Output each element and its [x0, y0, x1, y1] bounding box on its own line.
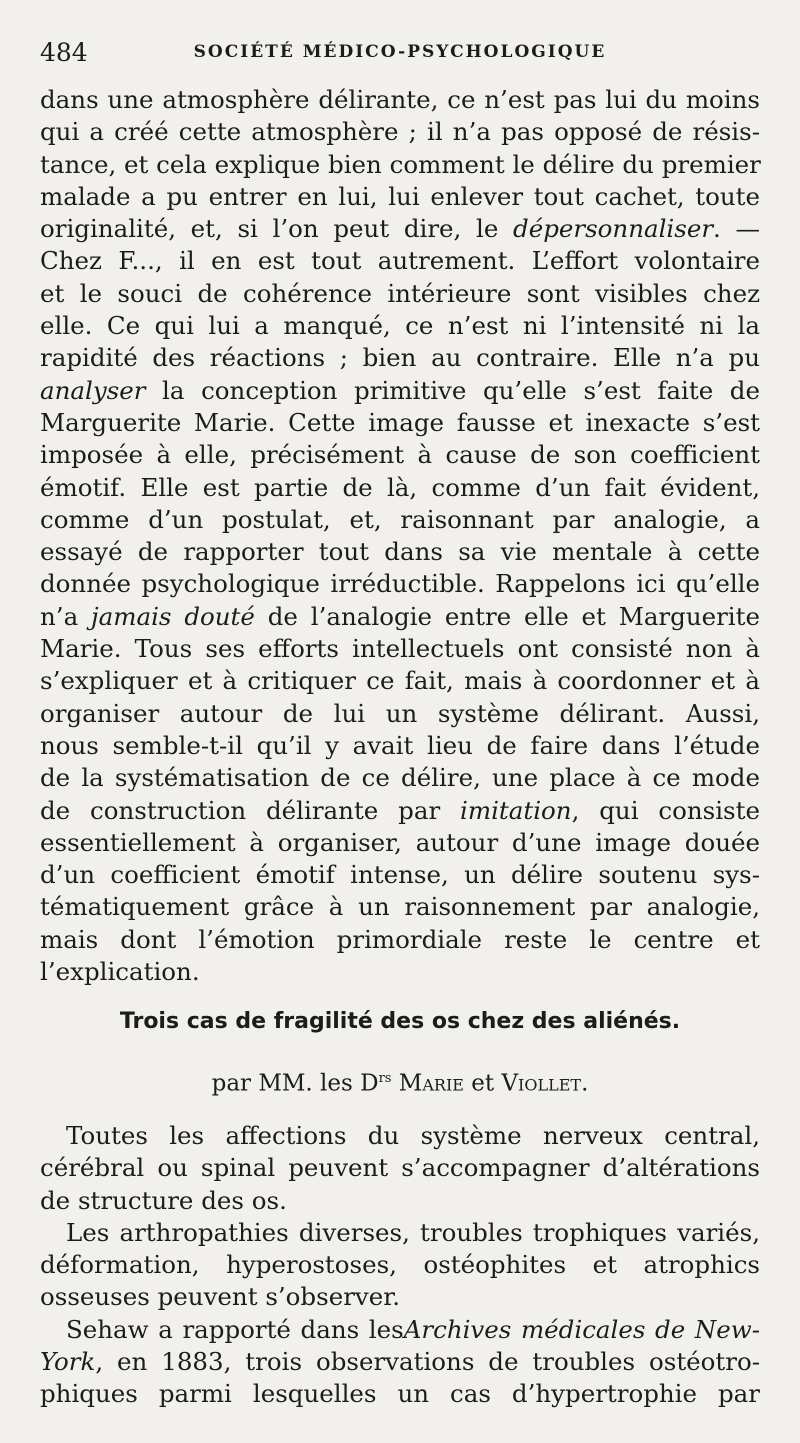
text-segment: . — [713, 214, 760, 244]
text-line: Les arthropathies diverses, troubles trophiques variés, [66, 1217, 760, 1247]
journal-title: York [40, 1347, 96, 1377]
byline-end: . [581, 1070, 589, 1097]
text-line: rapidité des réactions ; bien au contraire. Elle n’a pu [40, 343, 760, 373]
text-line: Marguerite Marie. Cette image fausse et inexacte s’est [40, 407, 760, 437]
text-line [40, 375, 760, 407]
byline-prefix: par MM. les D [211, 1070, 379, 1097]
italic-term: imitation [460, 795, 572, 825]
text-line: et le souci de cohérence intérieure sont visibles chez [40, 278, 760, 308]
page-header [40, 38, 760, 68]
italic-term: analyser [40, 375, 146, 405]
text-line: tance, et cela explique bien comment le délire du premier [40, 149, 761, 179]
article-body [40, 1120, 760, 1411]
text-line: osseuses peuvent s’observer. [40, 1282, 401, 1312]
text-line: qui a créé cette atmosphère ; il n’a pas opposé de résis- [40, 117, 760, 147]
continuation-paragraph [40, 84, 760, 988]
text-line: imposée à elle, précisément à cause de son coefficient [40, 440, 760, 470]
text-line [40, 1346, 760, 1378]
text-line: malade a pu entrer en lui, lui enlever tout cachet, toute [40, 181, 760, 211]
text-line: elle. Ce qui lui a manqué, ce n’est ni l’intensité ni la [40, 311, 760, 341]
text-line: dans une atmosphère délirante, ce n’est pas lui du moins [40, 85, 760, 114]
text-line: d’un coefficient émotif intense, un délire soutenu sys- [40, 860, 760, 890]
text-line: Toutes les affections du système nerveux central, [66, 1121, 760, 1150]
text-line: donnée psychologique irréductible. Rappelons ici qu’elle [40, 569, 760, 599]
page-number: 484 [40, 38, 88, 67]
text-line: organiser autour de lui un système délirant. Aussi, [40, 698, 760, 728]
text-segment: n’a [40, 601, 92, 631]
byline-connector: et [463, 1070, 502, 1097]
text-line: nous semble-t-il qu’il y avait lieu de faire dans l’étude [40, 730, 760, 760]
article-title: Trois cas de fragilité des os chez des aliénés. [119, 1009, 681, 1034]
text-segment: , qui consiste [571, 795, 760, 825]
text-line: tématiquement grâce à un raisonnement par analogie, [40, 892, 760, 922]
running-head: SOCIÉTÉ MÉDICO-PSYCHOLOGIQUE [193, 42, 607, 62]
author-name: Marie [398, 1070, 464, 1097]
text-line: Chez F..., il en est tout autrement. L’effort volontaire [40, 246, 760, 276]
text-line: émotif. Elle est partie de là, comme d’un fait évident, [40, 472, 760, 502]
text-line [40, 795, 760, 827]
text-segment: originalité, et, si l’on peut dire, le [40, 214, 514, 244]
text-line: de la systématisation de ce délire, une place à ce mode [40, 763, 760, 793]
text-segment: de l’analogie entre elle et Marguerite [254, 601, 760, 631]
text-line [40, 213, 760, 245]
text-line: comme d’un postulat, et, raisonnant par analogie, a [40, 504, 760, 534]
text-line: déformation, hyperostoses, ostéophites et atrophics [40, 1250, 760, 1280]
italic-term: jamais douté [91, 601, 255, 631]
author-name: Viollet [501, 1070, 582, 1097]
text-line: essentiellement à organiser, autour d’une image douée [40, 827, 760, 857]
text-line: mais dont l’émotion primordiale reste le centre et [40, 924, 760, 954]
text-line: l’explication. [40, 957, 200, 987]
byline-superscript: rs [378, 1071, 392, 1086]
text-line: s’expliquer et à critiquer ce fait, mais à coordonner et à [40, 666, 760, 696]
text-segment: Sehaw a rapporté dans les [66, 1314, 404, 1344]
text-line: de structure des os. [40, 1185, 287, 1215]
text-line: essayé de rapporter tout dans sa vie mentale à cette [40, 537, 760, 567]
text-segment: la conception primitive qu’elle s’est faite de [145, 375, 760, 405]
text-line [40, 601, 760, 633]
text-line: Marie. Tous ses efforts intellectuels ont consisté non à [40, 634, 760, 664]
italic-term: dépersonnaliser [513, 214, 714, 244]
text-line: phiques parmi lesquelles un cas d’hypertrophie par [40, 1379, 760, 1409]
text-segment: de construction délirante par [40, 795, 461, 825]
journal-title: Archives médicales de New- [403, 1314, 760, 1344]
text-segment: , en 1883, trois observations de troubles ostéotro- [95, 1347, 760, 1377]
text-line: cérébral ou spinal peuvent s’accompagner d’altérations [40, 1153, 760, 1183]
text-line [40, 1314, 760, 1346]
article-byline [40, 1063, 760, 1100]
